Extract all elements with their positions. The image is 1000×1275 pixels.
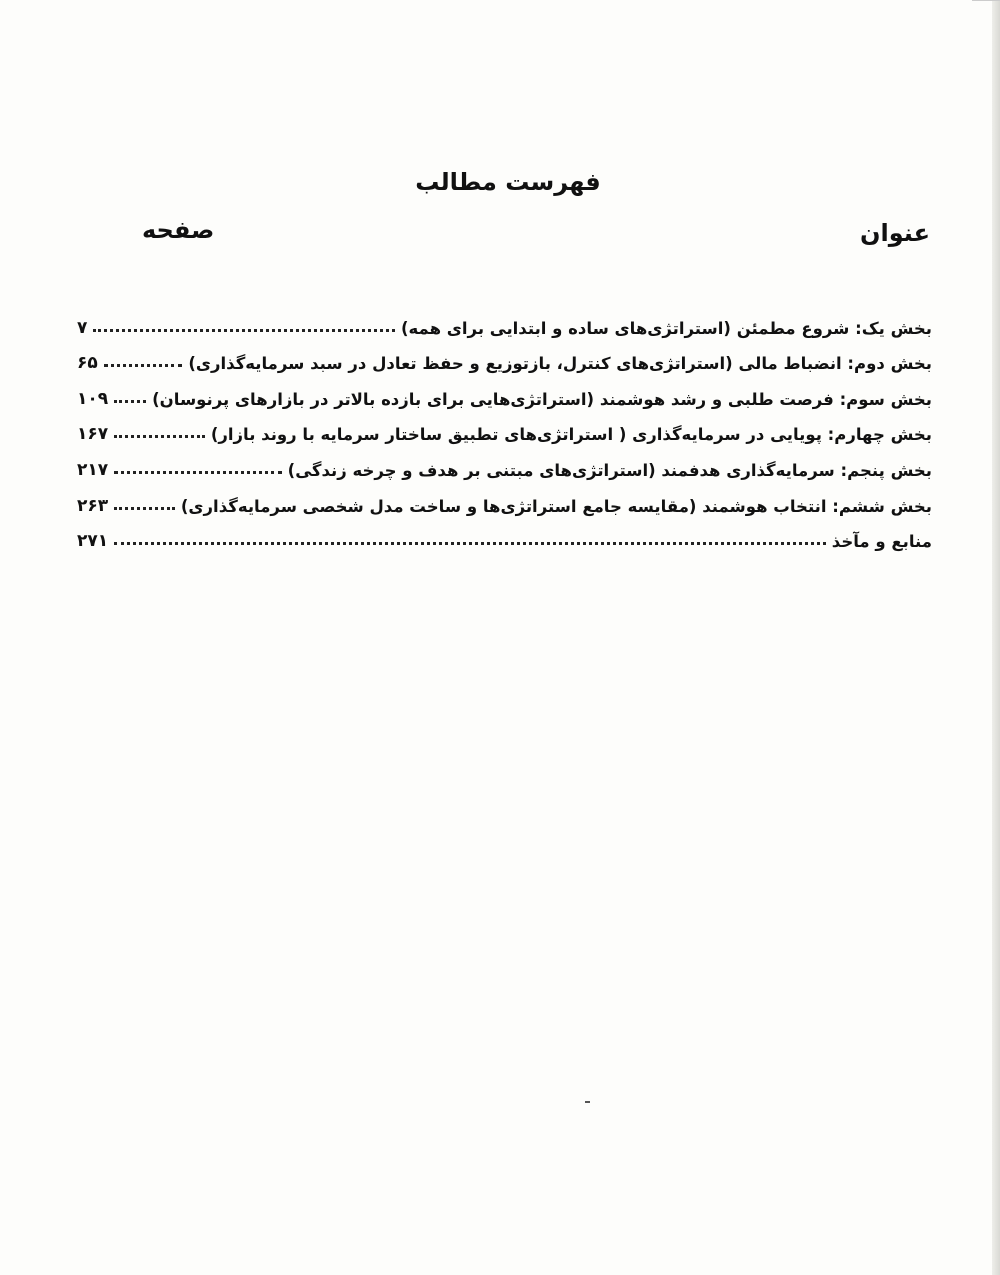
toc-entry [77,444,932,480]
page-title: فهرست مطالب [415,168,601,196]
toc-leader-dots [93,329,395,332]
toc-entry-page: ۲۱۷ [77,459,109,480]
toc-entry-text: بخش یک: شروع مطمئن (استراتژی‌های ساده و ابتدایی برای همه) [400,318,932,338]
toc-leader-dots [114,400,146,403]
paper-speck [585,1101,590,1103]
toc-entry-page: ۶۵ [77,353,98,374]
toc-entry-text: بخش دوم: انضباط مالی (استراتژی‌های کنترل، بازتوزیع و حفظ تعادل در سبد سرمایه‌گذاری) [188,354,932,374]
toc-leader-dots [114,507,175,510]
toc-entry-text: منابع و مآخذ [831,532,932,552]
toc-entry-page: ۲۷۱ [77,531,109,552]
toc-entry [77,480,932,516]
toc-list [77,302,932,551]
toc-entry-text: بخش چهارم: پویایی در سرمایه‌گذاری ( استراتژی‌های تطبیق ساختار سرمایه با روند بازار) [210,425,932,445]
toc-entry-page: ۱۶۷ [77,424,109,445]
toc-entry-text: بخش ششم: انتخاب هوشمند (مقایسه جامع استراتژی‌ها و ساخت مدل شخصی سرمایه‌گذاری) [180,496,932,516]
toc-entry-page: ۱۰۹ [77,388,109,409]
toc-entry-page: ۲۶۳ [77,495,109,516]
toc-leader-dots [114,542,826,545]
toc-entry-page: ۷ [77,317,88,338]
column-heading-page: صفحه [142,216,215,244]
toc-entry [77,516,932,552]
toc-leader-dots [114,435,205,438]
toc-leader-dots [114,471,282,474]
toc-leader-dots [104,364,183,367]
toc-entry-text: بخش سوم: فرصت طلبی و رشد هوشمند (استراتژی‌هایی برای بازده بالاتر در بازارهای پرنوسان) [152,389,932,409]
toc-entry [77,338,932,374]
toc-entry-text: بخش پنجم: سرمایه‌گذاری هدفمند (استراتژی‌های مبتنی بر هدف و چرخه زندگی) [287,460,932,480]
toc-entry [77,409,932,445]
toc-entry [77,373,932,409]
column-heading-title: عنوان [860,219,930,247]
toc-entry [77,302,932,338]
